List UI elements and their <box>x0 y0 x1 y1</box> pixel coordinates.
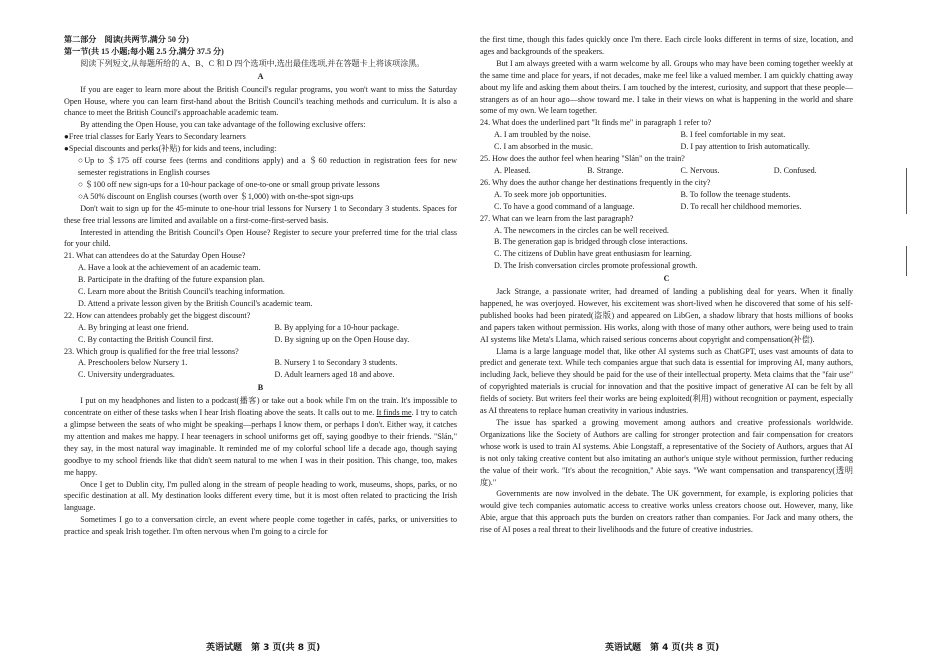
q21-option-c: C. Learn more about the British Council's teaching information. <box>78 287 285 297</box>
section-title: 第一节(共 15 小题;每小题 2.5 分,满分 37.5 分) <box>64 46 224 56</box>
q23-option-a: A. Preschoolers below Nursery 1. <box>78 358 188 368</box>
passage-b-paragraph-3: Sometimes I go to a conversation circle, an event where people come together in cafés, parks, or universities to practice and speak Irish together. I'm often nervous when I'm going to a circle for <box>64 515 457 537</box>
left-column <box>64 34 457 538</box>
question-21: 21. What can attendees do at the Saturday Open House? <box>64 251 246 261</box>
passage-b-paragraph-3-continued: the first time, though this fades quickly once I'm there. Each circle looks different in terms of size, location, and ages and backgrounds of the speakers. <box>480 35 853 56</box>
question-26: 26. Why does the author change her destinations frequently in the city? <box>480 177 711 187</box>
passage-a-paragraph-3: Don't wait to sign up for the 45-minute to one-hour trial lessons for Nursery 1 to Secondary 3 students. Spaces for these free trial lessons are limited and available on a first-come-first-served basis. <box>64 203 457 225</box>
q25-option-c: C. Nervous. <box>680 165 720 175</box>
q22-option-d: D. By signing up on the Open House day. <box>274 334 410 344</box>
right-column <box>480 34 853 536</box>
q27-option-b: B. The generation gap is bridged through close interactions. <box>494 237 688 247</box>
q22-options-row-2 <box>64 334 457 346</box>
q25-option-b: B. Strange. <box>587 165 624 175</box>
offer-bullet-1: ●Free trial classes for Early Years to Secondary learners <box>64 132 246 142</box>
q24-options-row-2 <box>480 141 853 153</box>
offer-sub-3: ○A 50% discount on English courses (worth over ＄1,000) with on-the-spot sign-ups <box>78 191 354 201</box>
passage-a-paragraph-2: By attending the Open House, you can take advantage of the following exclusive offers: <box>80 120 366 130</box>
q22-option-a: A. By bringing at least one friend. <box>78 322 189 332</box>
passage-a-label: A <box>257 71 264 81</box>
q26-options-row-1 <box>480 189 853 201</box>
q27-option-d: D. The Irish conversation circles promote professional growth. <box>494 261 698 271</box>
question-25: 25. How does the author feel when hearing "Slán" on the train? <box>480 154 685 164</box>
q23-option-b: B. Nursery 1 to Secondary 3 students. <box>274 358 398 368</box>
passage-b-paragraph-1 <box>64 395 457 478</box>
question-22: 22. How can attendees probably get the biggest discount? <box>64 310 251 320</box>
q26-option-b: B. To follow the teenage students. <box>680 189 791 199</box>
b-p1-start: I put on my headphones and listen to a podcast(播客) or take out a book while I'm on the train. It's impossible to concentrate on either of these tasks when I hear Irish floating above the seats. It calls out to me. <box>64 396 457 418</box>
passage-c-paragraph-1: Jack Strange, a passionate writer, had dreamed of landing a publishing deal for years. When it finally happened, he was overjoyed. However, his excitement was short-lived when he discovered that some of his self-published books had been pirated(盗版) and appeared on LibGen, a shadow library that hosts millions of books and papers taken without permission. His works, along with those of many other authors, were being used to train AI systems like Meta's Llama, which raised serious concerns about copyright and compensation(补偿). <box>480 287 853 344</box>
passage-c-label: C <box>663 274 670 284</box>
q26-option-a: A. To seek more job opportunities. <box>494 189 607 199</box>
b-p1-end: . I try to catch a glimpse between the seats of who might be speaking—perhaps I know them, or perhaps I don't. Either way, it catches my attention and makes me happy. I hear teenagers in school uniforms get off, saying goodbye to their friends. "Slán," they say, in the most natural way imaginable. It reminded me of my colorful school life a decade ago, though saying goodbye to my school friends like that didn't seem natural to me when I was in their position. This change, too, makes me happy. <box>64 408 458 477</box>
passage-b-paragraph-2: Once I get to Dublin city, I'm pulled along in the stream of people heading to work, museums, shops, parks, or no specific destination at all. My destination looks different every time, but it is most often related to practicing the Irish language. <box>64 479 457 513</box>
q26-option-c: C. To have a good command of a language. <box>494 201 635 211</box>
q23-options-row-2 <box>64 369 457 381</box>
q24-option-d: D. I pay attention to Irish automatically. <box>680 142 810 152</box>
q24-option-b: B. I feel comfortable in my seat. <box>680 130 786 140</box>
question-27: 27. What can we learn from the last paragraph? <box>480 213 634 223</box>
part-title: 第二部分 阅读(共两节,满分 50 分) <box>64 35 189 44</box>
q21-option-d: D. Attend a private lesson given by the British Council's academic team. <box>78 298 313 308</box>
passage-c-paragraph-2: Llama is a large language model that, like other AI systems such as ChatGPT, uses vast amounts of data to predict and generate text. While tech companies argue that such data is essential for improving AI, many authors, including Jack, believe they should be paid for the use of their intellectual property. Meta claims that the "fair use" of copyrighted materials is crucial for innovation and that the positive impact of generative AI can be felt by all fields of society. But writers feel their works are being exploited(利用) without recognition or payment, especially as AI threatens to replace human creativity in various industries. <box>480 346 853 416</box>
q22-option-b: B. By applying for a 10-hour package. <box>274 322 400 332</box>
q21-option-b: B. Participate in the drafting of the future expansion plan. <box>78 275 265 285</box>
offer-sub-1: ○Up to ＄175 off course fees (terms and conditions apply) and a ＄60 reduction in registration fees for new semester registrations in English courses <box>78 156 457 177</box>
q26-options-row-2 <box>480 201 853 213</box>
passage-a-paragraph-1: If you are eager to learn more about the British Council's regular programs, you won't want to miss the Saturday Open House, where you can learn first-hand about the British Council's teaching methods and curriculum. It is also a chance to meet the British Council's approachable academic team. <box>64 84 457 118</box>
q27-option-a: A. The newcomers in the circles can be well received. <box>494 225 669 235</box>
passage-b-paragraph-4: But I am always greeted with a warm welcome by all. Groups who may have been coming together weekly at the same time and place for years, if not decades, make me feel like a valued member. I am quickly chatting away about my life and asking them about theirs. I am touched by the interest, curiosity, and support that these people—strangers as of an hour ago—show toward me. I take in their views on what is happening in the world and share some of my own. We learn together. <box>480 58 853 116</box>
footer-page-3: 英语试题 第 3 页(共 8 页) <box>206 643 321 653</box>
passage-b-label: B <box>257 383 264 393</box>
footer-page-4: 英语试题 第 4 页(共 8 页) <box>605 643 720 653</box>
q24-option-c: C. I am absorbed in the music. <box>494 142 593 152</box>
offer-sub-2: ○ ＄100 off new sign-ups for a 10-hour package of one-to-one or small group private lessons <box>78 179 380 189</box>
q22-option-c: C. By contacting the British Council first. <box>78 334 214 344</box>
passage-a-paragraph-4: Interested in attending the British Council's Open House? Register to secure your preferred time for the trial class for your child. <box>64 227 457 249</box>
q25-option-a: A. Pleased. <box>494 165 531 175</box>
margin-mark-bottom <box>906 246 907 276</box>
q24-option-a: A. I am troubled by the noise. <box>494 130 591 140</box>
q25-option-d: D. Confused. <box>773 165 817 175</box>
question-24: 24. What does the underlined part "It finds me" in paragraph 1 refer to? <box>480 118 712 128</box>
underlined-phrase: It finds me <box>376 408 412 418</box>
q21-option-a: A. Have a look at the achievement of an academic team. <box>78 263 261 273</box>
q24-options-row-1 <box>480 129 853 141</box>
question-23: 23. Which group is qualified for the free trial lessons? <box>64 346 239 356</box>
q25-options-row <box>480 165 853 177</box>
q27-option-c: C. The citizens of Dublin have great enthusiasm for learning. <box>494 249 692 259</box>
instruction: 阅读下列短文,从每题所给的 A、B、C 和 D 四个选项中,选出最佳选项,并在答题卡上将该项涂黑。 <box>80 58 425 68</box>
q23-option-c: C. University undergraduates. <box>78 370 175 380</box>
q23-options-row-1 <box>64 357 457 369</box>
passage-c-paragraph-3: The issue has sparked a growing movement among authors and creative professionals worldwide. Organizations like the Society of Authors are calling for stronger protection and fair compensation for creators whose work is used to train AI systems. Abie Longstaff, a representative of the Society of Authors, argues that AI is not only taking creative content but also imitating an author's unique style without permission, further reducing the value of their work. "It's about the recognition," Abie says. "We want compensation and transparency(透明度)." <box>480 418 853 487</box>
margin-mark-top <box>906 168 907 214</box>
offer-bullet-2: ●Special discounts and perks(补贴) for kids and teens, including: <box>64 144 277 154</box>
q23-option-d: D. Adult learners aged 18 and above. <box>274 370 395 380</box>
q22-options-row-1 <box>64 322 457 334</box>
q26-option-d: D. To recall her childhood memories. <box>680 201 802 211</box>
passage-c-paragraph-4: Governments are now involved in the debate. The UK government, for example, is exploring policies that would give tech companies automatic access to creative works unless creators choose out. However, many, like Abie, argue that this approach puts the burden on creators rather than companies. For Jack and many others, the rise of AI poses a real threat to their livelihoods and the future of creative industries. <box>480 489 853 535</box>
